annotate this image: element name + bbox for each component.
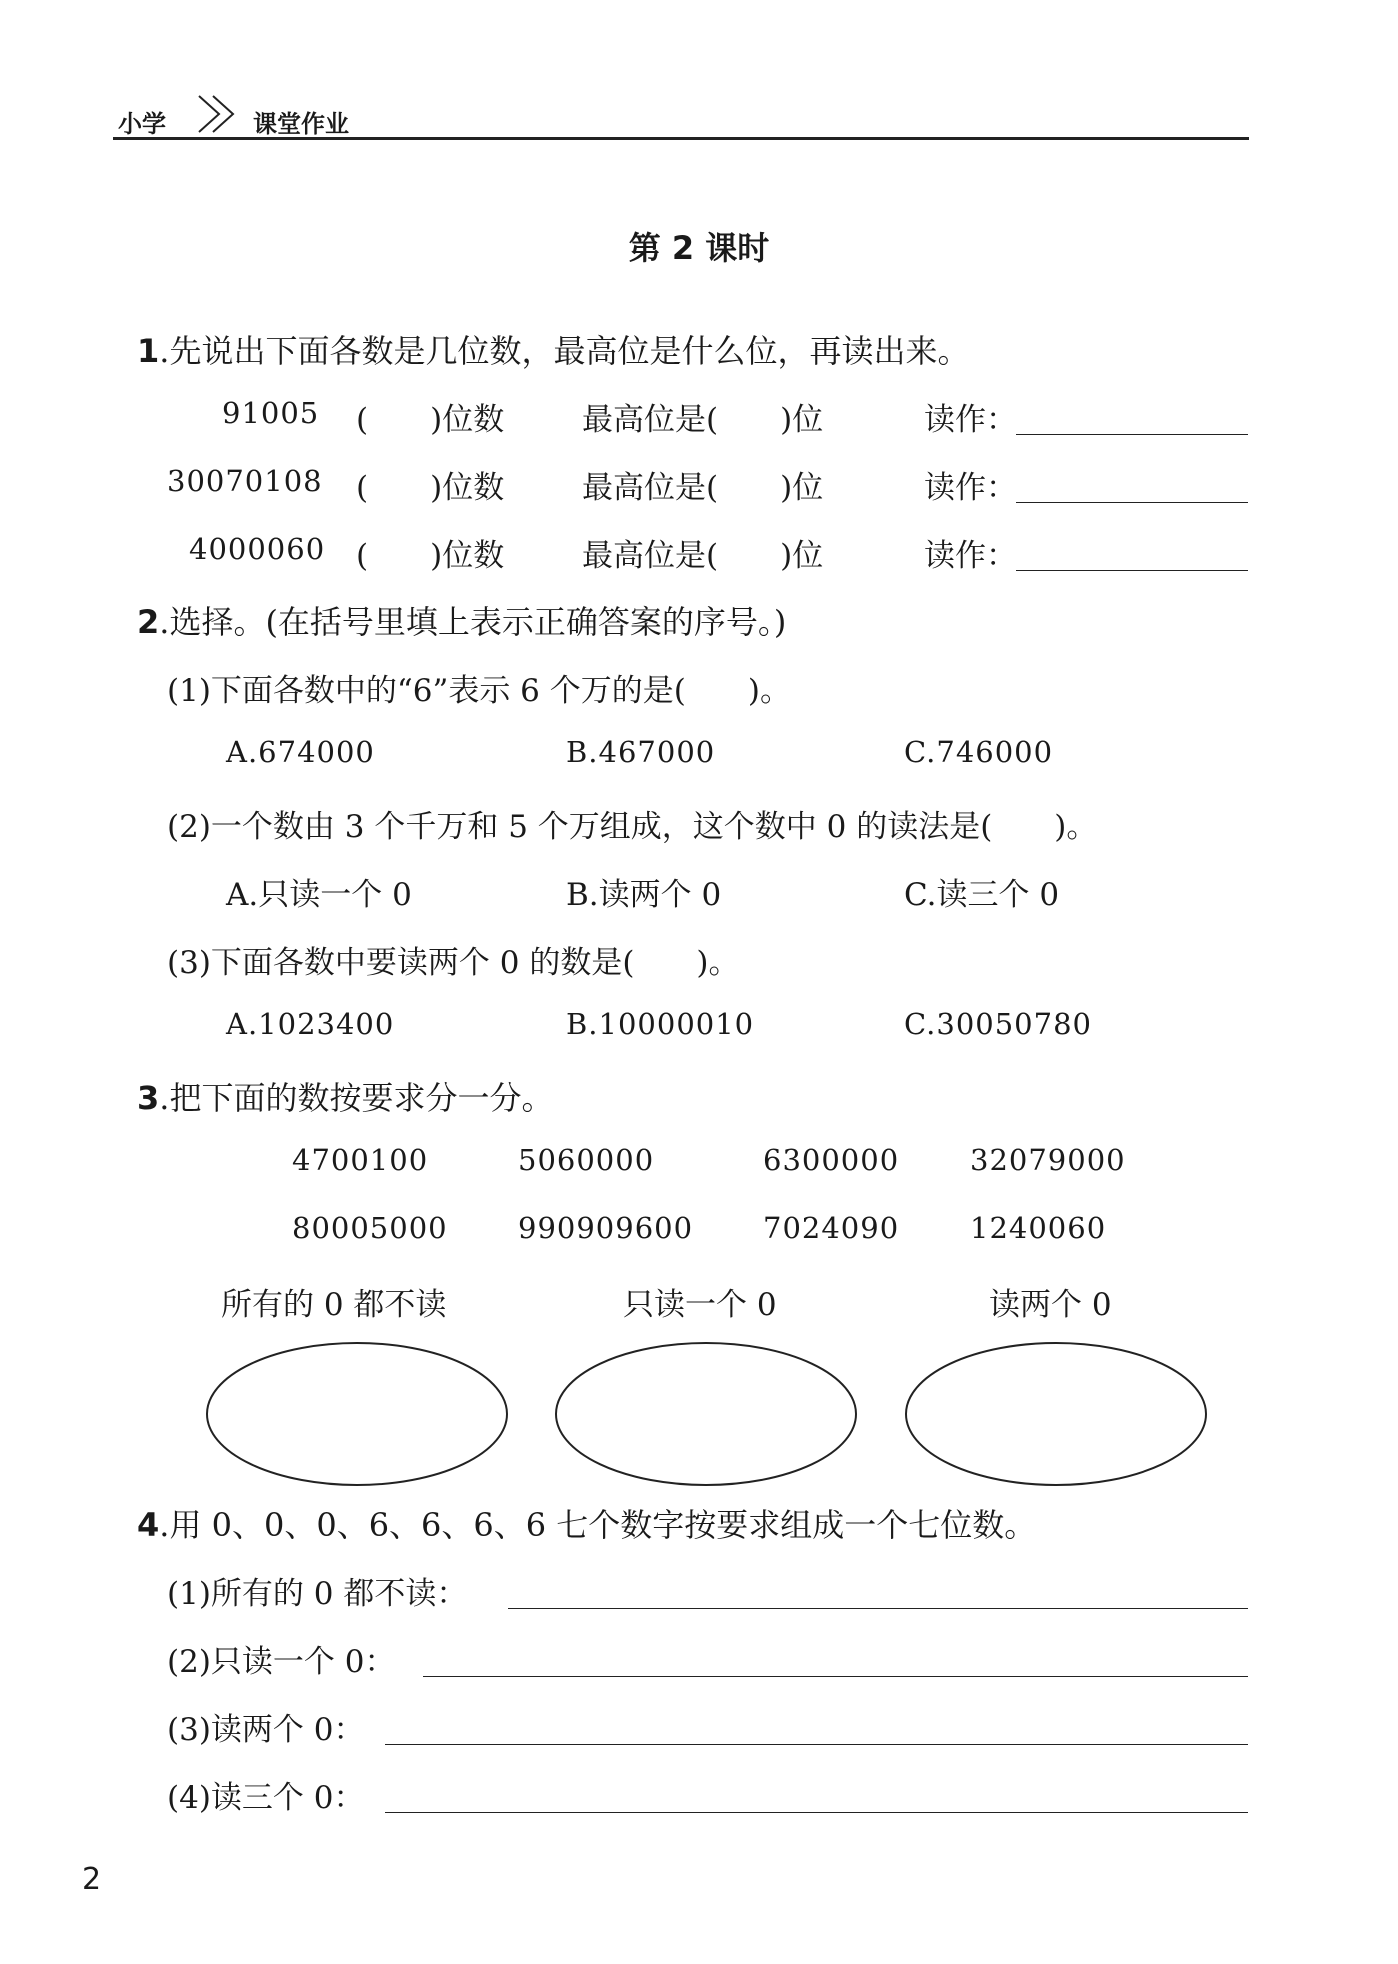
header-course: 课堂作业 [253, 110, 349, 138]
q3-number: 4700100 [292, 1143, 429, 1177]
question-3-number: 3 [137, 1079, 160, 1117]
q3-number: 5060000 [518, 1143, 655, 1177]
q2-item1-option-a: A.674000 [226, 735, 375, 769]
q1-row1-answer-line[interactable] [1016, 434, 1248, 435]
q1-row3-answer-line[interactable] [1016, 570, 1248, 571]
q3-answer-ovals [200, 1338, 1210, 1498]
question-3 [137, 1073, 553, 1119]
q4-item3-answer-line[interactable] [385, 1744, 1248, 1745]
q4-item2: (2)只读一个 0： [167, 1644, 396, 1680]
q2-item1-stem: (1)下面各数中的“6”表示 6 个万的是( )。 [167, 673, 791, 709]
question-4 [137, 1500, 1036, 1546]
q1-row1-highest: 最高位是( )位 [582, 402, 824, 438]
question-2-number: 2 [137, 603, 160, 641]
q4-item4: (4)读三个 0： [167, 1780, 365, 1816]
q2-item1-option-c: C.746000 [904, 735, 1054, 769]
q1-row1-number: 91005 [222, 396, 320, 430]
q2-item2-stem: (2)一个数由 3 个千万和 5 个万组成，这个数中 0 的读法是( )。 [167, 809, 1098, 845]
q2-item2-option-a: A.只读一个 0 [226, 877, 412, 913]
question-4-text: .用 0、0、0、6、6、6、6 七个数字按要求组成一个七位数。 [159, 1506, 1037, 1544]
q3-group-label-one: 只读一个 0 [623, 1287, 777, 1323]
q1-row1-read: 读作： [924, 402, 1017, 438]
q2-item3-option-a: A.1023400 [226, 1007, 395, 1041]
question-4-number: 4 [137, 1506, 160, 1544]
q3-number: 6300000 [763, 1143, 900, 1177]
oval-two[interactable] [906, 1343, 1206, 1485]
q1-row2-digits: ( )位数 [356, 470, 505, 506]
q2-item1-option-b: B.467000 [566, 735, 716, 769]
q1-row2-answer-line[interactable] [1016, 502, 1248, 503]
q1-row3-number: 4000060 [189, 532, 326, 566]
q2-item3-stem: (3)下面各数中要读两个 0 的数是( )。 [167, 945, 740, 981]
q3-group-label-none: 所有的 0 都不读 [221, 1287, 447, 1323]
q3-number: 80005000 [292, 1211, 448, 1245]
oval-none[interactable] [207, 1343, 507, 1485]
q1-row3-read: 读作： [924, 538, 1017, 574]
q2-item3-option-b: B.10000010 [566, 1007, 755, 1041]
q3-number: 990909600 [518, 1211, 694, 1245]
question-3-text: .把下面的数按要求分一分。 [159, 1079, 554, 1117]
question-1-number: 1 [137, 332, 160, 370]
question-2 [137, 597, 786, 643]
page-title: 第 2 课时 [628, 229, 770, 267]
q4-item4-answer-line[interactable] [385, 1812, 1248, 1813]
header-school: 小学 [118, 110, 166, 138]
q4-item1-answer-line[interactable] [508, 1608, 1248, 1609]
q1-row2-highest: 最高位是( )位 [582, 470, 824, 506]
q2-item2-option-c: C.读三个 0 [904, 877, 1060, 913]
page-number: 2 [82, 1862, 102, 1897]
q2-item2-option-b: B.读两个 0 [566, 877, 722, 913]
question-1 [137, 326, 969, 372]
double-chevron-icon [195, 92, 241, 136]
q2-item3-option-c: C.30050780 [904, 1007, 1092, 1041]
q1-row2-read: 读作： [924, 470, 1017, 506]
q1-row3-highest: 最高位是( )位 [582, 538, 824, 574]
q3-group-label-two: 读两个 0 [989, 1287, 1112, 1323]
q4-item3: (3)读两个 0： [167, 1712, 365, 1748]
q1-row1-digits: ( )位数 [356, 402, 505, 438]
q1-row3-digits: ( )位数 [356, 538, 505, 574]
q1-row2-number: 30070108 [167, 464, 323, 498]
q4-item1: (1)所有的 0 都不读： [167, 1576, 468, 1612]
oval-one[interactable] [556, 1343, 856, 1485]
q3-number: 1240060 [970, 1211, 1107, 1245]
q4-item2-answer-line[interactable] [423, 1676, 1248, 1677]
question-1-text: .先说出下面各数是几位数，最高位是什么位，再读出来。 [159, 332, 970, 370]
q3-number: 7024090 [763, 1211, 900, 1245]
question-2-text: .选择。(在括号里填上表示正确答案的序号。) [159, 603, 787, 641]
q3-number: 32079000 [970, 1143, 1126, 1177]
